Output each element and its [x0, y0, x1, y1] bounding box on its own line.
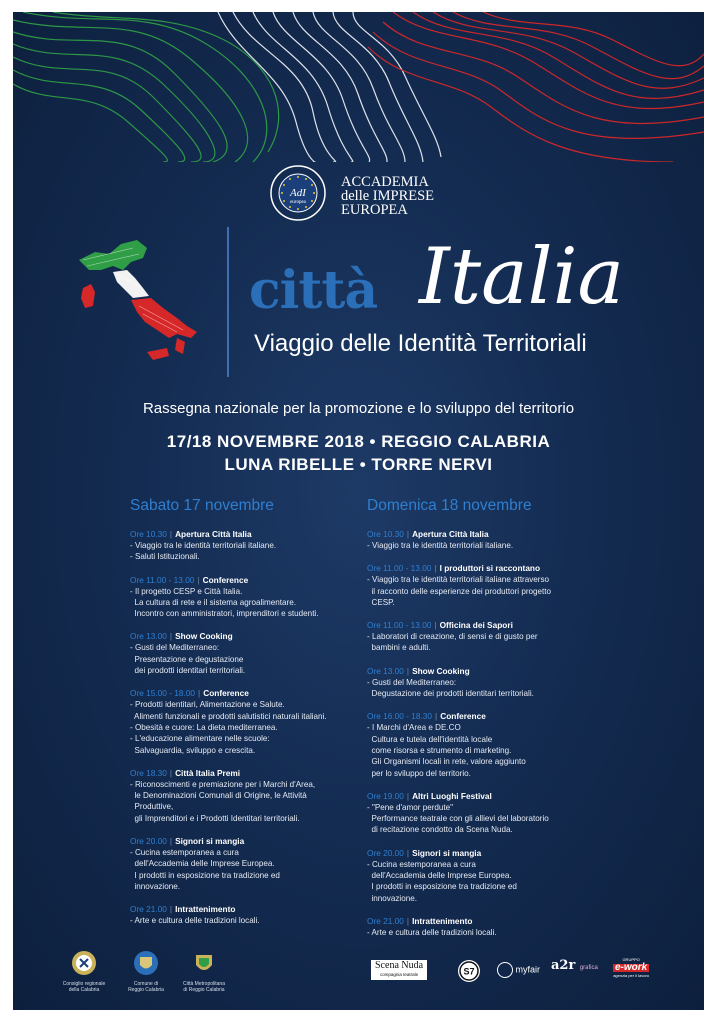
schedule-event — [367, 619, 687, 654]
event-name: Apertura Città Italia — [175, 529, 252, 539]
event-separator: | — [406, 529, 410, 539]
event-description-line: gli Imprenditori e i Prodotti Identitari territoriali. — [130, 813, 300, 823]
event-description-line: - Laboratori di creazione, di sensi e di gusto per — [367, 632, 538, 642]
schedule-event — [367, 847, 687, 904]
schedule-event — [367, 915, 687, 938]
event-description-line: come risorsa e strumento di marketing. — [367, 745, 512, 755]
institution-citta-line-2: di Reggio Calabria — [183, 987, 225, 993]
event-time: Ore 13.00 — [367, 665, 404, 676]
event-time: Ore 11.00 - 13.00 — [367, 563, 432, 574]
crest-icon — [71, 950, 97, 976]
event-description-line: dell'Accademia delle Imprese Europea. — [130, 859, 275, 869]
event-description-line: di recitazione condotto da Scena Nuda. — [367, 825, 513, 835]
myfair-text: myfair — [515, 964, 541, 975]
institution-consiglio-line-2: della Calabria — [68, 987, 100, 993]
event-name: Conference — [440, 711, 486, 722]
event-venue: LUNA RIBELLE • TORRE NERVI — [224, 455, 493, 474]
event-description-line: - "Pene d'amor perdute" — [367, 802, 454, 812]
sponsor-a2r — [551, 960, 598, 973]
myfair-circle-icon — [497, 962, 513, 978]
event-description-line: per lo sviluppo del territorio. — [367, 768, 471, 778]
event-description-line: - Arte e cultura delle tradizioni locali. — [130, 916, 260, 926]
seal-mono: AdI — [290, 187, 306, 199]
event-description-line: Presentazione e degustazione — [130, 654, 244, 664]
event-description-line: innovazione. — [367, 893, 417, 903]
event-heading — [367, 562, 687, 574]
event-description-line: dei prodotti identitari territoriali. — [130, 666, 246, 676]
poster — [13, 12, 704, 1010]
institution-comune-line-2: Reggio Calabria — [128, 987, 164, 993]
title-tagline: Viaggio delle Identità Territoriali — [254, 330, 587, 357]
event-description-line: - Il progetto CESP e Città Italia. — [130, 586, 243, 596]
crest-icon — [133, 950, 159, 976]
event-description-line: dell'Accademia delle Imprese Europea. — [367, 871, 512, 881]
accademia-seal-logo — [270, 165, 326, 221]
event-separator: | — [197, 574, 200, 585]
institution-citta-line-1: Città Metropolitana — [183, 981, 225, 987]
event-subtitle: Rassegna nazionale per la promozione e lo sviluppo del territorio — [142, 400, 575, 417]
event-name: Altri Luoghi Festival — [412, 790, 492, 801]
event-name: Apertura Città Italia — [412, 529, 489, 539]
event-description-line: - Cucina estemporanea a cura — [367, 859, 476, 869]
event-description-line: - I Marchi d'Area e DE.CO — [367, 723, 461, 733]
event-name: Intrattenimento — [175, 904, 236, 915]
event-description-line: Produttive, — [130, 802, 174, 812]
event-description-line: Cultura e tutela dell'identità locale — [367, 734, 493, 744]
event-description-line: - Viaggio tra le identità territoriali italiane attraverso — [367, 575, 550, 585]
event-heading — [367, 915, 687, 927]
event-separator: | — [169, 631, 173, 642]
saturday-title: Sabato 17 novembre — [130, 497, 274, 514]
event-separator: | — [169, 904, 173, 915]
event-name: Signori si mangia — [175, 836, 245, 847]
academy-line-3: EUROPEA — [341, 202, 408, 218]
event-description-line: il racconto delle esperienze dei produttori progetto — [367, 586, 552, 596]
event-separator: | — [169, 529, 173, 539]
institution-consiglio — [49, 950, 119, 993]
seal-sub: europea — [290, 200, 306, 205]
event-time: Ore 21.00 — [367, 915, 404, 926]
sunday-title: Domenica 18 novembre — [367, 497, 532, 514]
event-description-line: innovazione. — [130, 881, 180, 891]
event-description-line: - Cucina estemporanea a cura — [130, 848, 239, 858]
event-separator: | — [198, 688, 201, 699]
event-description-line: - Gusti del Mediterraneo: — [130, 643, 220, 653]
event-description-line: I prodotti in esposizione tra tradizione ed — [367, 882, 517, 892]
tricolor-ribbon-artwork — [13, 12, 704, 162]
event-description-line: - L'educazione alimentare nelle scuole: — [130, 734, 270, 744]
event-description-line: - Obesità e cuore: La dieta mediterranea. — [130, 722, 278, 732]
a2r-text: a2r — [551, 958, 576, 973]
event-heading — [367, 619, 687, 631]
institution-consiglio-line-1: Consiglio regionale — [62, 981, 106, 987]
academy-name — [341, 175, 434, 217]
event-description-line: le Denominazioni Comunali di Origine, le Attività — [130, 791, 307, 801]
event-description-line: - Gusti del Mediterraneo: — [367, 677, 457, 687]
event-description-line: - Riconoscimenti e premiazione per i Marchi d'Area, — [130, 779, 316, 789]
event-separator: | — [434, 563, 437, 574]
event-name: Conference — [202, 574, 249, 585]
event-description-line: - Arte e cultura delle tradizioni locali. — [367, 927, 497, 937]
event-heading — [367, 847, 687, 859]
event-time: Ore 11.00 - 13.00 — [130, 574, 195, 585]
event-description-line: I prodotti in esposizione tra tradizione ed — [130, 870, 280, 880]
event-separator: | — [435, 711, 438, 722]
institution-citta-metropolitana — [169, 950, 239, 993]
event-time: Ore 10.30 — [367, 529, 404, 539]
event-name: I produttori si raccontano — [439, 563, 541, 574]
event-description-line: bambini e adulti. — [367, 643, 431, 653]
event-time: Ore 16.00 - 18.30 — [367, 711, 433, 722]
italy-map-icon — [73, 226, 208, 366]
event-description-line: - Saluti Istituzionali. — [130, 552, 200, 562]
event-name: Officina dei Sapori — [439, 620, 513, 631]
title-divider — [227, 227, 229, 377]
event-time: Ore 18.30 — [130, 767, 167, 778]
schedule-event — [367, 790, 687, 836]
event-heading — [367, 528, 687, 540]
event-description-line: Salvaguardia, sviluppo e crescita. — [130, 745, 256, 755]
event-separator: | — [169, 767, 173, 778]
event-description-line: Degustazione dei prodotti identitari territoriali. — [367, 689, 534, 699]
sponsor-scena-nuda — [371, 960, 427, 980]
academy-line-1: ACCADEMIA — [341, 174, 429, 190]
crest-icon — [191, 950, 217, 976]
event-time: Ore 19.00 — [367, 790, 404, 801]
title-italia: Italia — [419, 232, 625, 322]
event-description-line: - Viaggio tra le identità territoriali italiane. — [367, 541, 514, 550]
scena-nuda-sub: compagnia teatrale — [379, 972, 419, 977]
event-description-line: CESP. — [367, 597, 395, 607]
event-date: 17/18 NOVEMBRE 2018 • REGGIO CALABRIA — [166, 432, 551, 451]
event-separator: | — [406, 915, 410, 926]
schedule-event — [367, 562, 687, 608]
event-name: Intrattenimento — [412, 915, 473, 926]
s7-text: S7 — [463, 966, 475, 977]
institution-comune-line-1: Comune di — [133, 981, 159, 987]
event-name: Conference — [203, 688, 249, 699]
event-time: Ore 20.00 — [367, 847, 404, 858]
event-separator: | — [169, 836, 173, 847]
event-time: Ore 10.30 — [130, 529, 167, 539]
schedule-event — [367, 710, 687, 778]
event-name: Città Italia Premi — [175, 767, 241, 778]
ework-sub: agenzia per il lavoro — [613, 973, 650, 978]
title-citta: città — [249, 260, 378, 321]
event-time: Ore 20.00 — [130, 836, 167, 847]
event-time: Ore 21.00 — [130, 904, 167, 915]
academy-line-2: delle IMPRESE — [341, 188, 435, 204]
sponsor-ework — [613, 956, 649, 980]
event-description-line: La cultura di rete e il sistema agroalimentare. — [130, 597, 297, 607]
sunday-column — [367, 497, 687, 949]
event-name: Signori si mangia — [412, 847, 482, 858]
sponsor-s7-logo — [457, 959, 481, 983]
sponsor-myfair — [497, 962, 540, 978]
event-time: Ore 15.00 - 18.00 — [130, 688, 196, 699]
event-name: Show Cooking — [175, 631, 233, 642]
schedule-event — [367, 665, 687, 700]
event-description-line: Alimenti funzionali e prodotti salutistici naturali italiani. — [130, 711, 327, 721]
event-separator: | — [406, 790, 410, 801]
event-heading — [367, 790, 687, 802]
scena-nuda-name: Scena Nuda — [375, 960, 424, 971]
event-description-line: Incontro con amministratori, imprenditori e studenti. — [130, 609, 319, 619]
event-heading — [367, 665, 687, 677]
event-description-line: Performance teatrale con gli allievi del laboratorio — [367, 814, 549, 824]
sunday-events — [367, 528, 687, 938]
event-name: Show Cooking — [412, 665, 470, 676]
event-description-line: - Prodotti identitari, Alimentazione e Salute. — [130, 700, 285, 710]
event-description-line: - Viaggio tra le identità territoriali italiane. — [130, 541, 277, 550]
event-time: Ore 13.00 — [130, 631, 167, 642]
event-separator: | — [406, 847, 410, 858]
schedule-event — [367, 528, 687, 551]
event-heading — [367, 710, 687, 722]
event-separator: | — [406, 665, 410, 676]
ework-text: e-work — [615, 962, 648, 973]
event-separator: | — [434, 620, 437, 631]
ework-top: GRUPPO — [622, 957, 640, 962]
event-time: Ore 11.00 - 13.00 — [367, 620, 432, 631]
event-description-line: Gli Organismi locali in rete, valore aggiunto — [367, 757, 526, 767]
a2r-sub: grafica — [579, 965, 598, 971]
